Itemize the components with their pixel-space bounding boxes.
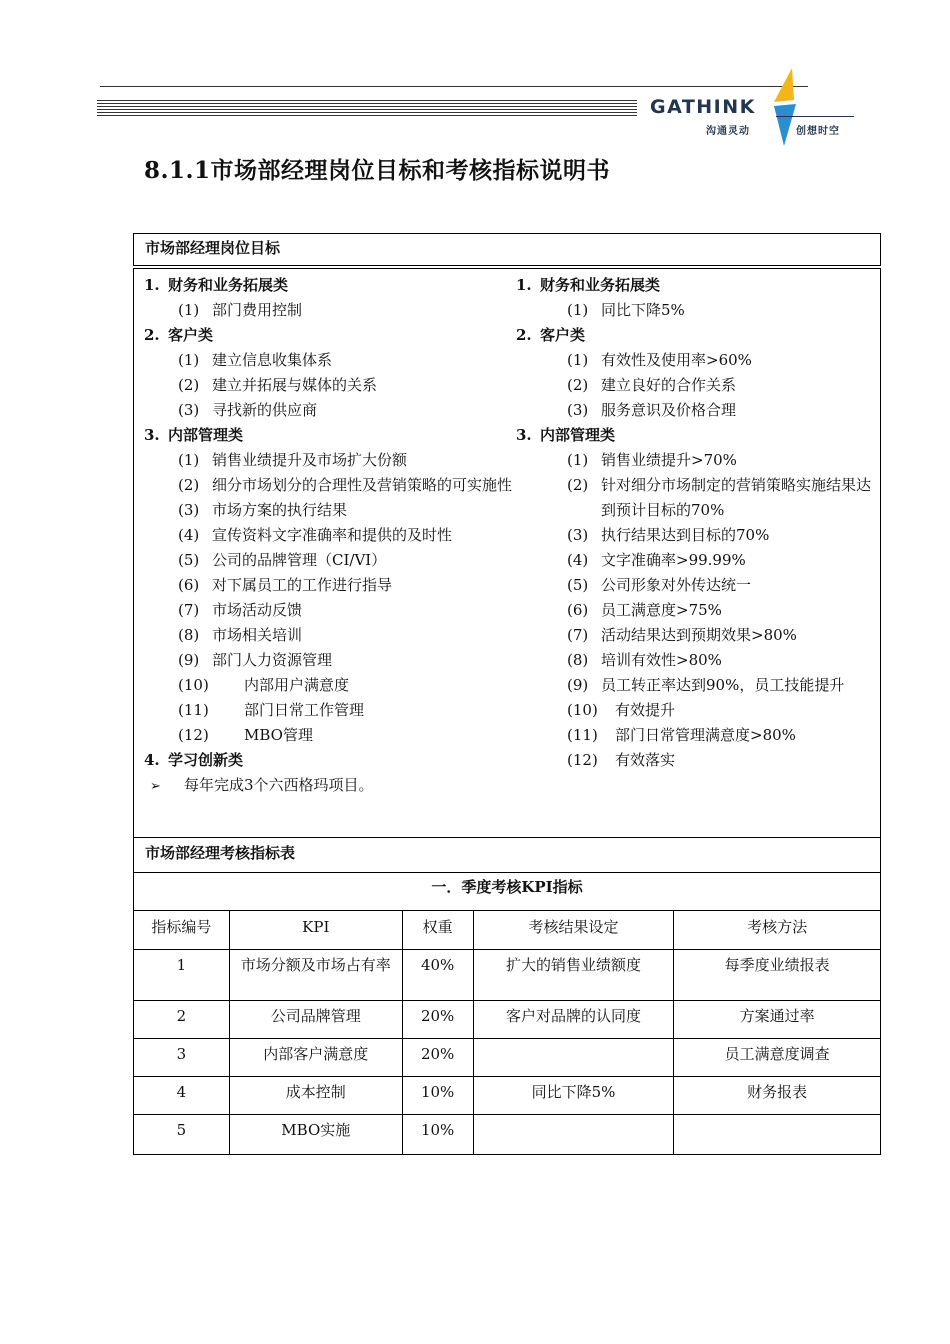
arrow-bullet-icon: ➢ — [150, 779, 161, 794]
kpi-subheading: 一．季度考核KPI指标 — [431, 878, 583, 896]
goals-left-column — [144, 273, 514, 799]
logo-slogan-left: 沟通灵动 — [706, 126, 750, 137]
goal-item: (3) 市场方案的执行结果 — [178, 501, 348, 519]
table-cell: 40% — [402, 950, 473, 1001]
goal-target: (7) 活动结果达到预期效果>80% — [567, 626, 797, 644]
goal-target: (6) 员工满意度>75% — [567, 601, 722, 619]
logo-underline — [776, 116, 854, 117]
table-cell: 10% — [402, 1115, 473, 1155]
table-row — [134, 1001, 881, 1039]
goal-target: (4) 文字准确率>99.99% — [567, 551, 746, 569]
goal-target: (5) 公司形象对外传达统一 — [567, 576, 752, 594]
logo-slogan-right: 创想时空 — [796, 126, 840, 137]
goal-target: (2) 针对细分市场制定的营销策略实施结果达到预计目标的70% — [567, 476, 872, 519]
table-cell: 3 — [134, 1039, 230, 1077]
table-cell: 4 — [134, 1077, 230, 1115]
goal-item: (2) 细分市场划分的合理性及营销策略的可实施性 — [178, 476, 513, 494]
logo-brand: GATHINK — [650, 96, 756, 118]
table-cell — [473, 1115, 674, 1155]
column-header: 考核结果设定 — [473, 911, 674, 950]
goal-item: (1) 销售业绩提升及市场扩大份额 — [178, 451, 408, 469]
table-cell: 2 — [134, 1001, 230, 1039]
goal-target: (3) 执行结果达到目标的70% — [567, 526, 770, 544]
goal-target: (2) 建立良好的合作关系 — [567, 376, 737, 394]
goal-item: (1) 部门费用控制 — [178, 301, 303, 319]
table-header-row — [134, 911, 881, 950]
bullet-item: ➢ 每年完成3个六西格玛项目。 — [144, 773, 514, 799]
table-cell — [674, 1115, 881, 1155]
kpi-heading: 市场部经理考核指标表 — [145, 844, 296, 862]
goal-item: (11) 部门日常工作管理 — [178, 701, 365, 719]
table-row — [134, 950, 881, 1001]
table-cell: 财务报表 — [674, 1077, 881, 1115]
table-cell: 20% — [402, 1039, 473, 1077]
goals-right-column — [516, 273, 876, 773]
table-cell: 成本控制 — [229, 1077, 402, 1115]
table-row — [134, 1077, 881, 1115]
goal-item: (8) 市场相关培训 — [178, 626, 303, 644]
goal-target: (1) 有效性及使用率>60% — [567, 351, 752, 369]
table-cell: 内部客户满意度 — [229, 1039, 402, 1077]
goal-target: (1) 同比下降5% — [567, 301, 685, 319]
category-heading: 3. 内部管理类 — [144, 426, 244, 444]
table-cell: 同比下降5% — [473, 1077, 674, 1115]
page-title: 8.1.1市场部经理岗位目标和考核指标说明书 — [144, 157, 611, 184]
goal-target: (8) 培训有效性>80% — [567, 651, 722, 669]
table-cell: 方案通过率 — [674, 1001, 881, 1039]
kpi-heading-box — [133, 837, 881, 873]
column-header: 指标编号 — [134, 911, 230, 950]
goal-target: (1) 销售业绩提升>70% — [567, 451, 737, 469]
table-cell — [473, 1039, 674, 1077]
table-cell: 每季度业绩报表 — [674, 950, 881, 1001]
category-heading: 2. 客户类 — [516, 326, 586, 344]
goal-item: (3) 寻找新的供应商 — [178, 401, 318, 419]
goal-item: (5) 公司的品牌管理（CI/VI） — [178, 551, 387, 569]
goal-item: (12) MBO管理 — [178, 726, 313, 744]
goal-item: (2) 建立并拓展与媒体的关系 — [178, 376, 378, 394]
kpi-subheading-box — [133, 873, 881, 911]
category-heading: 3. 内部管理类 — [516, 426, 616, 444]
table-row — [134, 1039, 881, 1077]
goals-heading-box — [133, 233, 881, 266]
kpi-table — [133, 910, 881, 1155]
goal-target: (9) 员工转正率达到90%，员工技能提升 — [567, 676, 845, 694]
category-heading: 4. 学习创新类 — [144, 751, 244, 769]
table-cell: 员工满意度调查 — [674, 1039, 881, 1077]
column-header: 考核方法 — [674, 911, 881, 950]
goal-item: (10) 内部用户满意度 — [178, 676, 350, 694]
goal-target: (11) 部门日常管理满意度>80% — [567, 726, 796, 744]
table-cell: 1 — [134, 950, 230, 1001]
column-header: 权重 — [402, 911, 473, 950]
header-hatch-band — [97, 100, 637, 117]
goal-item: (1) 建立信息收集体系 — [178, 351, 333, 369]
table-cell: 20% — [402, 1001, 473, 1039]
column-header: KPI — [229, 911, 402, 950]
category-heading: 2. 客户类 — [144, 326, 214, 344]
goals-body — [133, 268, 881, 838]
table-cell: 10% — [402, 1077, 473, 1115]
table-cell: MBO实施 — [229, 1115, 402, 1155]
gathink-logo — [646, 66, 858, 146]
table-cell: 5 — [134, 1115, 230, 1155]
goal-item: (6) 对下属员工的工作进行指导 — [178, 576, 393, 594]
table-cell: 客户对品牌的认同度 — [473, 1001, 674, 1039]
category-heading: 1. 财务和业务拓展类 — [516, 276, 661, 294]
goal-item: (7) 市场活动反馈 — [178, 601, 303, 619]
goal-item: (4) 宣传资料文字准确率和提供的及时性 — [178, 526, 453, 544]
table-cell: 公司品牌管理 — [229, 1001, 402, 1039]
goal-target: (10) 有效提升 — [567, 701, 676, 719]
table-cell: 市场分额及市场占有率 — [229, 950, 402, 1001]
goals-heading: 市场部经理岗位目标 — [145, 239, 281, 257]
table-row — [134, 1115, 881, 1155]
goal-target: (3) 服务意识及价格合理 — [567, 401, 737, 419]
table-cell: 扩大的销售业绩额度 — [473, 950, 674, 1001]
goal-target: (12) 有效落实 — [567, 751, 676, 769]
goal-item: (9) 部门人力资源管理 — [178, 651, 333, 669]
category-heading: 1. 财务和业务拓展类 — [144, 276, 289, 294]
